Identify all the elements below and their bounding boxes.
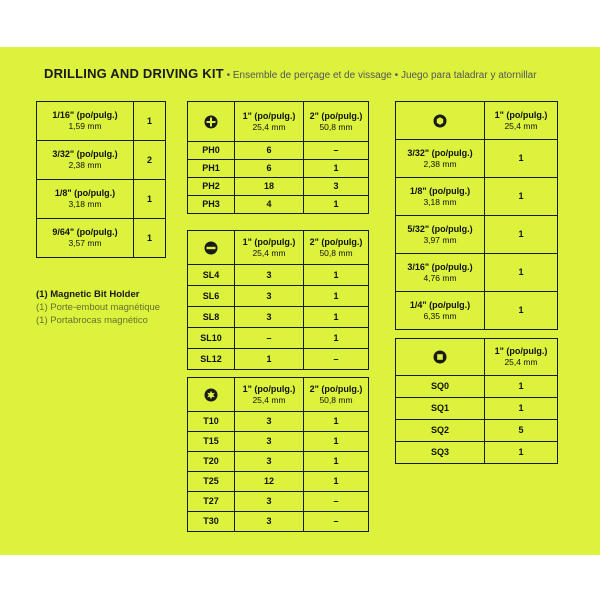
- bit-label: SL8: [188, 307, 235, 328]
- table-row: [188, 307, 369, 328]
- qty-1in: 6: [235, 142, 304, 160]
- table-row: [188, 286, 369, 307]
- table-row: [188, 412, 369, 432]
- square-table: [395, 338, 558, 464]
- magnetic-holder-note: [36, 288, 160, 327]
- bit-label: T30: [188, 512, 235, 532]
- table-row: [188, 196, 369, 214]
- table-row: [396, 140, 558, 178]
- kit-title-fr: Ensemble de perçage et de vissage: [232, 70, 392, 81]
- col-header-2in: 2" (po/pulg.) 50,8 mm: [304, 231, 369, 265]
- table-header-row: [396, 102, 558, 140]
- qty-1in: 3: [235, 452, 304, 472]
- bit-label: T10: [188, 412, 235, 432]
- table-row: [396, 216, 558, 254]
- qty-1in: 1: [485, 376, 558, 398]
- bit-label: PH2: [188, 178, 235, 196]
- drill-size-cell: 3/32" (po/pulg.) 2,38 mm: [37, 141, 134, 180]
- hex-size-cell: 5/32" (po/pulg.) 3,97 mm: [396, 216, 485, 254]
- bit-label: PH1: [188, 160, 235, 178]
- qty-1in: 18: [235, 178, 304, 196]
- table-row: [188, 328, 369, 349]
- qty-2in: 1: [304, 307, 369, 328]
- drill-qty-cell: 1: [134, 219, 166, 258]
- col-header-1in: 1" (po/pulg.) 25,4 mm: [235, 378, 304, 412]
- phillips-icon: [188, 102, 235, 142]
- table-row: [188, 178, 369, 196]
- hex-table: [395, 101, 558, 330]
- qty-1in: 1: [485, 140, 558, 178]
- col-header-2in: 2" (po/pulg.) 50,8 mm: [304, 102, 369, 142]
- qty-1in: 1: [485, 442, 558, 464]
- bit-label: SQ3: [396, 442, 485, 464]
- col-header-2in: 2" (po/pulg.) 50,8 mm: [304, 378, 369, 412]
- drill-qty-cell: 1: [134, 102, 166, 141]
- bit-label: SL10: [188, 328, 235, 349]
- slotted-table: [187, 230, 369, 370]
- table-header-row: [188, 231, 369, 265]
- qty-1in: 1: [485, 254, 558, 292]
- qty-1in: 1: [485, 216, 558, 254]
- qty-2in: 1: [304, 432, 369, 452]
- col-header-1in: 1" (po/pulg.) 25,4 mm: [485, 339, 558, 376]
- drill-bits-table: [36, 101, 166, 258]
- table-header-row: [188, 102, 369, 142]
- bit-label: T15: [188, 432, 235, 452]
- table-row: [188, 492, 369, 512]
- bit-label: SQ0: [396, 376, 485, 398]
- qty-1in: 3: [235, 412, 304, 432]
- drill-size-cell: 1/8" (po/pulg.) 3,18 mm: [37, 180, 134, 219]
- col-header-1in: 1" (po/pulg.) 25,4 mm: [235, 102, 304, 142]
- table-row: [396, 178, 558, 216]
- bit-label: SQ2: [396, 420, 485, 442]
- drill-size-cell: 9/64" (po/pulg.) 3,57 mm: [37, 219, 134, 258]
- qty-1in: 12: [235, 472, 304, 492]
- qty-1in: 3: [235, 265, 304, 286]
- qty-2in: 1: [304, 472, 369, 492]
- bit-label: SL12: [188, 349, 235, 370]
- table-row: [37, 141, 166, 180]
- qty-2in: 3: [304, 178, 369, 196]
- qty-2in: –: [304, 349, 369, 370]
- table-row: [188, 512, 369, 532]
- bit-label: PH3: [188, 196, 235, 214]
- drill-size-cell: 1/16" (po/pulg.) 1,59 mm: [37, 102, 134, 141]
- table-header-row: [188, 378, 369, 412]
- table-row: [396, 420, 558, 442]
- table-row: [37, 102, 166, 141]
- bit-label: T25: [188, 472, 235, 492]
- qty-2in: 1: [304, 412, 369, 432]
- table-row: [396, 292, 558, 330]
- col-header-1in: 1" (po/pulg.) 25,4 mm: [235, 231, 304, 265]
- qty-2in: 1: [304, 160, 369, 178]
- qty-1in: 6: [235, 160, 304, 178]
- qty-2in: –: [304, 492, 369, 512]
- holder-en: (1) Magnetic Bit Holder: [36, 289, 140, 300]
- table-row: [396, 376, 558, 398]
- table-row: [188, 160, 369, 178]
- bit-label: T27: [188, 492, 235, 512]
- table-row: [396, 254, 558, 292]
- qty-1in: –: [235, 328, 304, 349]
- drill-qty-cell: 1: [134, 180, 166, 219]
- table-row: [188, 265, 369, 286]
- title-separator: •: [391, 70, 401, 81]
- qty-1in: 3: [235, 432, 304, 452]
- qty-2in: 1: [304, 265, 369, 286]
- bit-label: SL6: [188, 286, 235, 307]
- bit-label: T20: [188, 452, 235, 472]
- qty-1in: 3: [235, 307, 304, 328]
- col-header-1in: 1" (po/pulg.) 25,4 mm: [485, 102, 558, 140]
- table-row: [188, 432, 369, 452]
- bit-label: SQ1: [396, 398, 485, 420]
- kit-title-es: Juego para taladrar y atornillar: [400, 70, 537, 81]
- square-drive-icon: [396, 339, 485, 376]
- bit-label: SL4: [188, 265, 235, 286]
- hex-icon: [396, 102, 485, 140]
- table-header-row: [396, 339, 558, 376]
- qty-2in: 1: [304, 452, 369, 472]
- qty-1in: 1: [485, 398, 558, 420]
- table-row: [396, 442, 558, 464]
- table-row: [188, 452, 369, 472]
- qty-1in: 4: [235, 196, 304, 214]
- slotted-icon: [188, 231, 235, 265]
- table-row: [188, 472, 369, 492]
- torx-table: [187, 377, 369, 532]
- table-row: [37, 219, 166, 258]
- qty-1in: 1: [235, 349, 304, 370]
- kit-title-en: DRILLING AND DRIVING KIT: [44, 66, 224, 81]
- qty-1in: 5: [485, 420, 558, 442]
- hex-size-cell: 3/32" (po/pulg.) 2,38 mm: [396, 140, 485, 178]
- qty-2in: 1: [304, 196, 369, 214]
- kit-title: [44, 66, 537, 81]
- qty-1in: 3: [235, 492, 304, 512]
- table-row: [188, 349, 369, 370]
- holder-fr: (1) Porte-embout magnétique: [36, 302, 161, 313]
- hex-size-cell: 1/4" (po/pulg.) 6,35 mm: [396, 292, 485, 330]
- torx-icon: [188, 378, 235, 412]
- table-row: [188, 142, 369, 160]
- holder-es: (1) Portabrocas magnético: [36, 315, 148, 326]
- phillips-table: [187, 101, 369, 214]
- qty-1in: 3: [235, 286, 304, 307]
- qty-1in: 1: [485, 292, 558, 330]
- qty-1in: 3: [235, 512, 304, 532]
- bit-label: PH0: [188, 142, 235, 160]
- table-row: [37, 180, 166, 219]
- hex-size-cell: 1/8" (po/pulg.) 3,18 mm: [396, 178, 485, 216]
- drill-qty-cell: 2: [134, 141, 166, 180]
- qty-1in: 1: [485, 178, 558, 216]
- table-row: [396, 398, 558, 420]
- qty-2in: 1: [304, 328, 369, 349]
- qty-2in: 1: [304, 286, 369, 307]
- qty-2in: –: [304, 142, 369, 160]
- title-separator: •: [223, 70, 233, 81]
- qty-2in: –: [304, 512, 369, 532]
- hex-size-cell: 3/16" (po/pulg.) 4,76 mm: [396, 254, 485, 292]
